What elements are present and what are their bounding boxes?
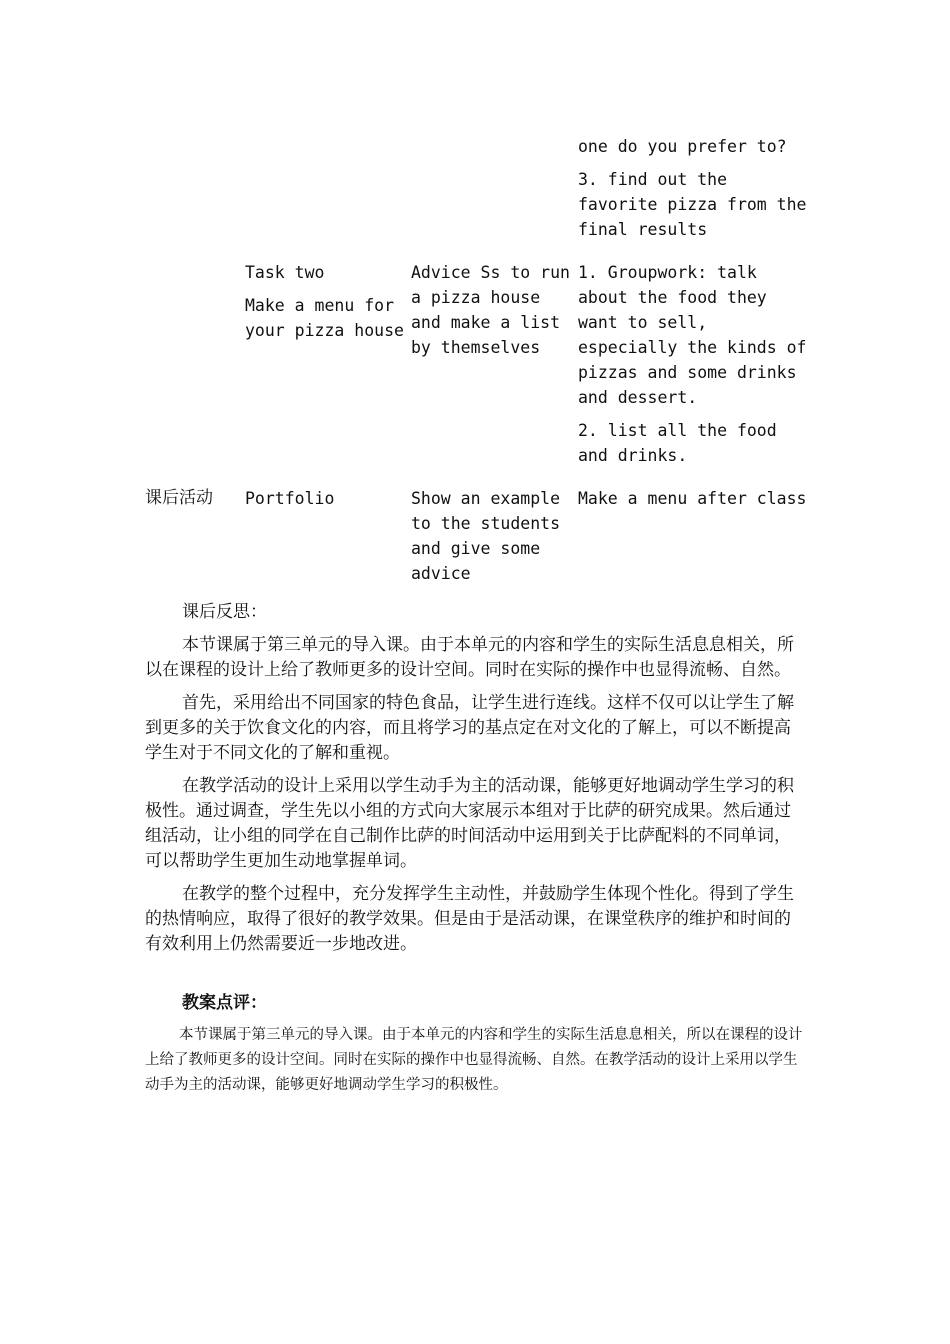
student-activity: 2. list all the food and drinks. <box>578 421 777 465</box>
activity-cell-task-two <box>578 260 808 476</box>
reflection-paragraph: 本节课属于第三单元的导入课。由于本单元的内容和学生的实际生活息息相关，所以在课程的设计上给了教师更多的设计空间。同时在实际的操作中也显得流畅、自然。 <box>145 635 794 680</box>
review-body: 本节课属于第三单元的导入课。由于本单元的内容和学生的实际生活息息相关，所以在课程的设计上给了教师更多的设计空间。同时在实际的操作中也显得流畅、自然。在教学活动的设计上采用以学生动手为主的活动课，能够更好地调动学生学习的积极性。 <box>145 1027 803 1093</box>
reflection-heading: 课后反思： <box>182 602 267 622</box>
task-title: Portfolio <box>245 489 335 508</box>
task-title: Task two <box>245 263 325 282</box>
stage-cell-after-class <box>145 486 240 519</box>
reflection-section <box>145 600 805 965</box>
activity-cell-continued <box>578 134 808 250</box>
activity-line: one do you prefer to? <box>578 137 787 156</box>
activity-cell-after-class <box>578 486 813 519</box>
stage-label: 课后活动 <box>145 488 213 508</box>
teacher-cell-after-class <box>411 486 571 594</box>
teacher-activity: Show an example to the students and give some advice <box>411 489 561 583</box>
reflection-paragraph: 在教学的整个过程中，充分发挥学生主动性，并鼓励学生体现个性化。得到了学生的热情响应，取得了很好的教学效果。但是由于是活动课，在课堂秩序的维护和时间的有效利用上仍然需要近一步地改进。 <box>145 884 794 954</box>
teacher-activity: Advice Ss to run a pizza house and make a list by themselves <box>411 263 570 357</box>
review-title: 教案点评： <box>182 993 267 1013</box>
teacher-cell-task-two <box>411 260 576 368</box>
task-cell-after-class <box>245 486 405 519</box>
task-description: Make a menu for your pizza house <box>245 296 404 340</box>
task-cell-task-two <box>245 260 405 351</box>
reflection-paragraph: 在教学活动的设计上采用以学生动手为主的活动课，能够更好地调动学生学习的积极性。通过调查，学生先以小组的方式向大家展示本组对于比萨的研究成果。然后通过组活动，让小组的同学在自己制作比萨的时间活动中运用到关于比萨配料的不同单词，可以帮助学生更加生动地掌握单词。 <box>145 776 794 871</box>
reflection-paragraph: 首先，采用给出不同国家的特色食品，让学生进行连线。这样不仅可以让学生了解到更多的关于饮食文化的内容，而且将学习的基点定在对文化的了解上，可以不断提高学生对于不同文化的了解和重视。 <box>145 693 794 763</box>
activity-line: 3. find out the favorite pizza from the final results <box>578 170 807 239</box>
student-activity: Make a menu after class <box>578 489 807 508</box>
student-activity: 1. Groupwork: talk about the food they want to sell, especially the kinds of pizzas and some drinks and dessert. <box>578 263 807 407</box>
